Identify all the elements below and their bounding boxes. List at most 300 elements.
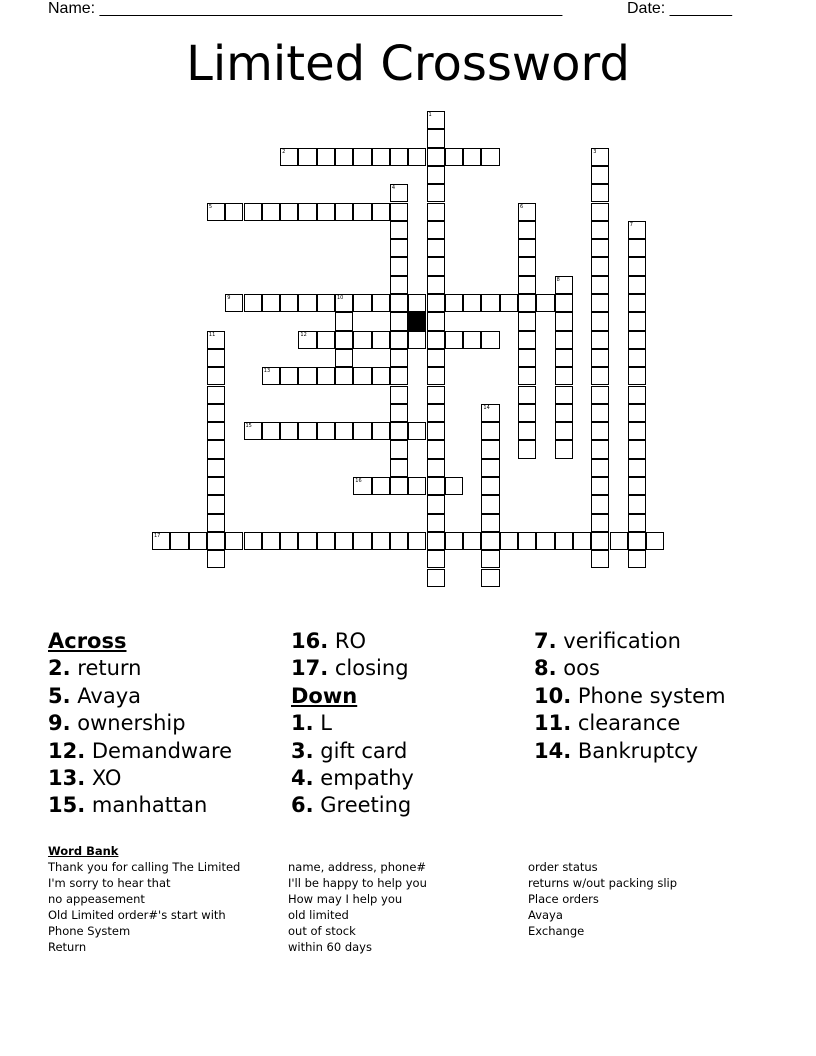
clue-item <box>534 655 726 682</box>
clue-item <box>48 765 232 792</box>
grid-cell[interactable] <box>207 514 225 532</box>
grid-cell[interactable] <box>427 386 445 404</box>
clue-item <box>48 710 232 737</box>
grid-cell[interactable] <box>591 550 609 568</box>
clue-item <box>291 738 414 765</box>
grid-cell[interactable] <box>555 331 573 349</box>
grid-cell[interactable] <box>335 532 353 550</box>
clue-number-label: 16 <box>355 478 362 484</box>
grid-cell[interactable] <box>390 532 408 550</box>
grid-cell[interactable] <box>372 148 390 166</box>
grid-cell[interactable] <box>244 532 262 550</box>
grid-cell[interactable] <box>591 349 609 367</box>
grid-cell[interactable] <box>408 422 426 440</box>
grid-cell[interactable] <box>628 257 646 275</box>
grid-cell[interactable] <box>298 367 316 385</box>
grid-cell[interactable] <box>372 367 390 385</box>
grid-cell[interactable] <box>372 294 390 312</box>
clue-text: clearance <box>571 711 681 736</box>
grid-cell[interactable] <box>280 367 298 385</box>
grid-cell[interactable] <box>207 404 225 422</box>
grid-cell[interactable] <box>610 532 628 550</box>
grid-cell[interactable] <box>335 294 353 312</box>
grid-cell[interactable] <box>628 367 646 385</box>
grid-cell[interactable] <box>427 569 445 587</box>
word-bank-column-3 <box>528 859 677 939</box>
clue-text: empathy <box>313 766 414 791</box>
grid-cell[interactable] <box>390 459 408 477</box>
clue-item <box>534 738 726 765</box>
grid-cell[interactable] <box>427 367 445 385</box>
clue-number: 3. <box>291 738 314 763</box>
clue-text: Bankruptcy <box>571 738 699 763</box>
grid-cell[interactable] <box>481 422 499 440</box>
grid-cell[interactable] <box>262 367 280 385</box>
grid-cell[interactable] <box>427 184 445 202</box>
clue-number-label: 8 <box>556 276 560 283</box>
clue-item <box>291 628 414 655</box>
grid-cell[interactable] <box>427 203 445 221</box>
grid-cell[interactable] <box>390 367 408 385</box>
grid-cell[interactable] <box>628 239 646 257</box>
clue-item <box>534 628 726 655</box>
grid-cell[interactable] <box>152 532 170 550</box>
grid-cell[interactable] <box>591 221 609 239</box>
grid-cell[interactable] <box>628 550 646 568</box>
grid-cell[interactable] <box>244 203 262 221</box>
grid-cell[interactable] <box>408 331 426 349</box>
clue-number: 7. <box>534 629 557 653</box>
grid-cell[interactable] <box>372 422 390 440</box>
grid-cell[interactable] <box>591 148 609 166</box>
clue-number-label: 10 <box>337 295 344 301</box>
page-title: Limited Crossword <box>186 36 630 92</box>
grid-cell[interactable] <box>244 422 262 440</box>
date-label: Date: _______ <box>627 0 732 17</box>
clue-item <box>48 655 232 682</box>
grid-cell[interactable] <box>207 349 225 367</box>
grid-cell[interactable] <box>353 294 371 312</box>
grid-cell[interactable] <box>481 495 499 513</box>
clue-item <box>48 738 232 765</box>
grid-cell[interactable] <box>207 550 225 568</box>
clue-text: Greeting <box>313 793 412 818</box>
word-bank-item: Thank you for calling The Limited <box>48 860 241 874</box>
clue-item <box>291 792 414 819</box>
grid-cell[interactable] <box>262 203 280 221</box>
grid-cell[interactable] <box>518 331 536 349</box>
grid-cell[interactable] <box>207 367 225 385</box>
clue-number-label: 9 <box>227 295 231 301</box>
clue-text: ownership <box>70 711 186 736</box>
grid-cell[interactable] <box>427 276 445 294</box>
word-bank-column-2 <box>288 859 427 956</box>
grid-cell[interactable] <box>427 349 445 367</box>
clue-number: 2. <box>48 656 71 681</box>
grid-cell[interactable] <box>591 440 609 458</box>
grid-cell[interactable] <box>628 276 646 294</box>
grid-cell[interactable] <box>591 312 609 330</box>
grid-cell[interactable] <box>390 422 408 440</box>
grid-cell[interactable] <box>500 294 518 312</box>
grid-cell[interactable] <box>298 148 316 166</box>
word-bank-item: Old Limited order#'s start with <box>48 908 226 923</box>
grid-cell[interactable] <box>481 532 499 550</box>
grid-cell[interactable] <box>317 331 335 349</box>
grid-cell[interactable] <box>591 422 609 440</box>
clue-number-label: 15 <box>245 423 252 430</box>
grid-cell[interactable] <box>555 312 573 330</box>
clue-number: 15. <box>48 793 86 818</box>
grid-cell[interactable] <box>408 148 426 166</box>
grid-cell[interactable] <box>518 257 536 275</box>
grid-cell[interactable] <box>591 532 609 550</box>
grid-cell[interactable] <box>628 440 646 458</box>
grid-cell[interactable] <box>353 203 371 221</box>
clue-item <box>48 792 232 819</box>
grid-cell[interactable] <box>390 239 408 257</box>
grid-cell[interactable] <box>427 477 445 495</box>
grid-cell[interactable] <box>518 239 536 257</box>
grid-cell[interactable] <box>262 422 280 440</box>
grid-cell[interactable] <box>390 203 408 221</box>
grid-cell[interactable] <box>335 422 353 440</box>
grid-cell[interactable] <box>207 386 225 404</box>
clue-number: 17. <box>291 656 329 681</box>
grid-cell[interactable] <box>390 349 408 367</box>
grid-cell[interactable] <box>427 166 445 184</box>
grid-cell[interactable] <box>427 111 445 129</box>
word-bank-item: out of stock <box>288 924 356 939</box>
grid-cell[interactable] <box>427 440 445 458</box>
grid-cell[interactable] <box>591 331 609 349</box>
grid-cell[interactable] <box>427 550 445 568</box>
grid-cell[interactable] <box>628 386 646 404</box>
grid-cell[interactable] <box>518 422 536 440</box>
grid-cell[interactable] <box>390 257 408 275</box>
grid-cell[interactable] <box>481 148 499 166</box>
grid-cell[interactable] <box>225 294 243 312</box>
grid-cell[interactable] <box>555 349 573 367</box>
grid-cell[interactable] <box>207 459 225 477</box>
grid-cell[interactable] <box>591 166 609 184</box>
grid-cell[interactable] <box>390 294 408 312</box>
grid-cell[interactable] <box>390 331 408 349</box>
grid-cell[interactable] <box>481 294 499 312</box>
grid-cell[interactable] <box>628 349 646 367</box>
grid-cell[interactable] <box>298 331 316 349</box>
word-bank-item: name, address, phone# <box>288 860 427 874</box>
grid-cell[interactable] <box>207 331 225 349</box>
clue-heading: Across <box>48 629 127 653</box>
grid-cell[interactable] <box>518 367 536 385</box>
clue-number: 13. <box>48 766 86 791</box>
grid-cell[interactable] <box>518 276 536 294</box>
word-bank-item: old limited <box>288 908 349 923</box>
grid-cell[interactable] <box>390 148 408 166</box>
clue-column-1 <box>48 628 232 820</box>
grid-cell[interactable] <box>372 203 390 221</box>
grid-cell[interactable] <box>518 532 536 550</box>
grid-cell[interactable] <box>518 386 536 404</box>
clue-item <box>534 683 726 710</box>
grid-cell[interactable] <box>427 514 445 532</box>
grid-cell[interactable] <box>481 459 499 477</box>
grid-cell[interactable] <box>427 459 445 477</box>
grid-cell[interactable] <box>390 440 408 458</box>
grid-cell[interactable] <box>463 331 481 349</box>
grid-cell[interactable] <box>427 404 445 422</box>
clue-number-label: 13 <box>263 368 271 375</box>
grid-cell[interactable] <box>628 532 646 550</box>
grid-cell[interactable] <box>591 257 609 275</box>
grid-cell[interactable] <box>481 569 499 587</box>
clue-number-label: 14 <box>483 404 490 411</box>
clue-text: manhattan <box>85 793 208 818</box>
grid-cell[interactable] <box>591 239 609 257</box>
grid-cell[interactable] <box>628 495 646 513</box>
grid-cell[interactable] <box>408 532 426 550</box>
clue-number-label: 17 <box>154 532 161 539</box>
grid-cell[interactable] <box>390 477 408 495</box>
clue-number: 9. <box>48 711 71 736</box>
grid-cell[interactable] <box>353 422 371 440</box>
grid-cell[interactable] <box>207 477 225 495</box>
grid-cell[interactable] <box>427 129 445 147</box>
clue-heading: Down <box>291 683 358 708</box>
grid-cell[interactable] <box>427 257 445 275</box>
grid-cell[interactable] <box>518 312 536 330</box>
grid-cell[interactable] <box>353 477 371 495</box>
grid-cell[interactable] <box>189 532 207 550</box>
word-bank-item: order status <box>528 860 598 874</box>
clue-number: 16. <box>291 629 329 653</box>
grid-cell[interactable] <box>555 294 573 312</box>
grid-cell[interactable] <box>298 294 316 312</box>
grid-cell[interactable] <box>427 532 445 550</box>
grid-cell[interactable] <box>591 276 609 294</box>
grid-cell[interactable] <box>481 404 499 422</box>
grid-cell[interactable] <box>628 404 646 422</box>
grid-cell[interactable] <box>225 532 243 550</box>
grid-cell[interactable] <box>353 532 371 550</box>
grid-cell[interactable] <box>427 331 445 349</box>
grid-cell[interactable] <box>353 367 371 385</box>
grid-cell[interactable] <box>408 477 426 495</box>
grid-cell[interactable] <box>445 477 463 495</box>
grid-cell[interactable] <box>427 422 445 440</box>
grid-cell[interactable] <box>463 148 481 166</box>
clue-text: L <box>313 711 332 736</box>
grid-cell[interactable] <box>536 294 554 312</box>
word-bank-item: Phone System <box>48 924 131 939</box>
word-bank-item: Exchange <box>528 924 585 939</box>
grid-cell[interactable] <box>555 386 573 404</box>
clue-number-label: 5 <box>208 203 213 210</box>
grid-cell[interactable] <box>390 312 408 330</box>
name-label: Name: ____________________________________________________ <box>48 0 563 17</box>
clue-number: 14. <box>534 738 572 763</box>
grid-cell[interactable] <box>573 532 591 550</box>
grid-cell[interactable] <box>555 422 573 440</box>
grid-cell[interactable] <box>280 532 298 550</box>
grid-cell[interactable] <box>445 148 463 166</box>
grid-cell[interactable] <box>591 404 609 422</box>
blocked-cell <box>408 312 426 330</box>
grid-cell[interactable] <box>591 459 609 477</box>
grid-cell[interactable] <box>628 514 646 532</box>
grid-cell[interactable] <box>500 532 518 550</box>
grid-cell[interactable] <box>207 440 225 458</box>
grid-cell[interactable] <box>518 294 536 312</box>
clue-number-label: 12 <box>300 331 307 338</box>
grid-cell[interactable] <box>280 422 298 440</box>
grid-cell[interactable] <box>481 331 499 349</box>
grid-cell[interactable] <box>555 440 573 458</box>
grid-cell[interactable] <box>591 203 609 221</box>
grid-cell[interactable] <box>628 294 646 312</box>
grid-cell[interactable] <box>555 276 573 294</box>
grid-cell[interactable] <box>390 184 408 202</box>
grid-cell[interactable] <box>445 532 463 550</box>
grid-cell[interactable] <box>372 331 390 349</box>
clue-text: XO <box>85 766 122 791</box>
grid-cell[interactable] <box>353 331 371 349</box>
grid-cell[interactable] <box>390 221 408 239</box>
grid-cell[interactable] <box>262 532 280 550</box>
clue-item <box>291 710 414 737</box>
grid-cell[interactable] <box>390 276 408 294</box>
grid-cell[interactable] <box>207 422 225 440</box>
grid-cell[interactable] <box>591 495 609 513</box>
grid-cell[interactable] <box>207 203 225 221</box>
grid-cell[interactable] <box>317 294 335 312</box>
grid-cell[interactable] <box>518 440 536 458</box>
grid-cell[interactable] <box>427 495 445 513</box>
grid-cell[interactable] <box>628 477 646 495</box>
grid-cell[interactable] <box>280 148 298 166</box>
grid-cell[interactable] <box>335 148 353 166</box>
grid-cell[interactable] <box>518 404 536 422</box>
grid-cell[interactable] <box>518 203 536 221</box>
grid-cell[interactable] <box>317 422 335 440</box>
clue-column-3 <box>534 628 726 765</box>
word-bank-item: I'm sorry to hear that <box>48 876 171 891</box>
grid-cell[interactable] <box>463 294 481 312</box>
grid-cell[interactable] <box>390 404 408 422</box>
word-bank-item: within 60 days <box>288 940 372 955</box>
grid-cell[interactable] <box>481 550 499 568</box>
grid-cell[interactable] <box>481 477 499 495</box>
grid-cell[interactable] <box>536 532 554 550</box>
clue-number: 5. <box>48 683 71 708</box>
grid-cell[interactable] <box>555 532 573 550</box>
grid-cell[interactable] <box>298 203 316 221</box>
grid-cell[interactable] <box>298 422 316 440</box>
clue-column-2 <box>291 628 414 820</box>
grid-cell[interactable] <box>591 514 609 532</box>
grid-cell[interactable] <box>518 349 536 367</box>
grid-cell[interactable] <box>427 312 445 330</box>
clue-number: 10. <box>534 683 572 708</box>
grid-cell[interactable] <box>317 203 335 221</box>
grid-cell[interactable] <box>591 367 609 385</box>
grid-cell[interactable] <box>591 477 609 495</box>
clue-item <box>534 710 726 737</box>
grid-cell[interactable] <box>555 404 573 422</box>
grid-cell[interactable] <box>427 239 445 257</box>
word-bank-column-1 <box>48 859 240 956</box>
grid-cell[interactable] <box>591 184 609 202</box>
clue-number-label: 4 <box>391 185 396 192</box>
clue-number-label: 1 <box>428 112 432 118</box>
grid-cell[interactable] <box>481 514 499 532</box>
grid-cell[interactable] <box>317 532 335 550</box>
grid-cell[interactable] <box>481 440 499 458</box>
grid-cell[interactable] <box>244 294 262 312</box>
clue-number-label: 7 <box>629 221 633 228</box>
clue-text: Demandware <box>85 738 233 763</box>
word-bank-item: no appeasement <box>48 892 145 907</box>
grid-cell[interactable] <box>207 532 225 550</box>
grid-cell[interactable] <box>335 349 353 367</box>
grid-cell[interactable] <box>628 312 646 330</box>
grid-cell[interactable] <box>262 294 280 312</box>
grid-cell[interactable] <box>628 221 646 239</box>
grid-cell[interactable] <box>646 532 664 550</box>
grid-cell[interactable] <box>591 294 609 312</box>
clue-item <box>48 683 232 710</box>
grid-cell[interactable] <box>445 294 463 312</box>
grid-cell[interactable] <box>207 495 225 513</box>
grid-cell[interactable] <box>170 532 188 550</box>
grid-cell[interactable] <box>591 386 609 404</box>
word-bank-title: Word Bank <box>48 844 119 858</box>
clue-text: Avaya <box>70 683 141 708</box>
grid-cell[interactable] <box>372 477 390 495</box>
grid-cell[interactable] <box>298 532 316 550</box>
grid-cell[interactable] <box>427 221 445 239</box>
grid-cell[interactable] <box>372 532 390 550</box>
grid-cell[interactable] <box>518 221 536 239</box>
grid-cell[interactable] <box>225 203 243 221</box>
grid-cell[interactable] <box>555 367 573 385</box>
grid-cell[interactable] <box>335 203 353 221</box>
grid-cell[interactable] <box>445 331 463 349</box>
grid-cell[interactable] <box>335 367 353 385</box>
grid-cell[interactable] <box>317 367 335 385</box>
grid-cell[interactable] <box>427 148 445 166</box>
grid-cell[interactable] <box>335 312 353 330</box>
clue-text: closing <box>328 656 409 681</box>
clue-number: 12. <box>48 738 86 763</box>
clue-text: RO <box>328 629 366 653</box>
grid-cell[interactable] <box>335 331 353 349</box>
grid-cell[interactable] <box>628 422 646 440</box>
grid-cell[interactable] <box>463 532 481 550</box>
grid-cell[interactable] <box>280 294 298 312</box>
grid-cell[interactable] <box>280 203 298 221</box>
clue-text: oos <box>556 656 600 681</box>
grid-cell[interactable] <box>628 331 646 349</box>
grid-cell[interactable] <box>427 294 445 312</box>
grid-cell[interactable] <box>317 148 335 166</box>
grid-cell[interactable] <box>390 386 408 404</box>
grid-cell[interactable] <box>408 294 426 312</box>
clue-number: 8. <box>534 656 557 681</box>
grid-cell[interactable] <box>353 148 371 166</box>
grid-cell[interactable] <box>628 459 646 477</box>
